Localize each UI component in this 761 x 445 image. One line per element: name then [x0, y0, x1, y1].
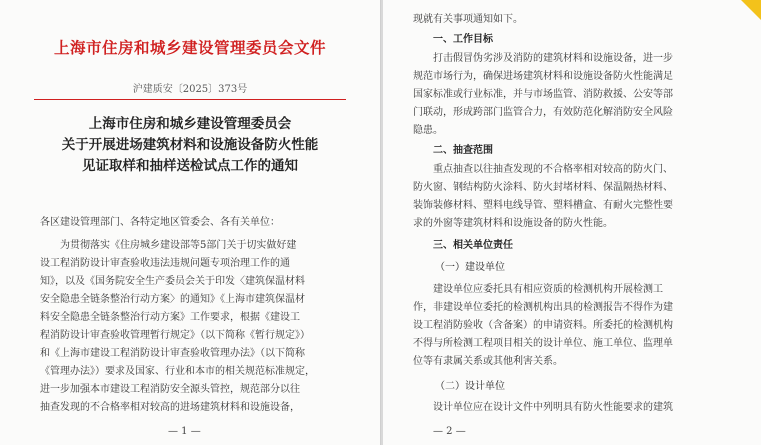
- body-line: 国家标准或行业标准，并与市场监管、消防救援、公安等部: [413, 89, 673, 100]
- body-line: 不得与所检测工程项目相关的设计单位、施工单位、监理单: [413, 338, 673, 349]
- body-line: 门联动，形成跨部门监管合力，有效防范化解消防安全风险: [413, 107, 673, 118]
- body-line: 和《上海市建设工程消防设计审查验收管理办法》（以下简称: [40, 348, 305, 359]
- body-line: 设工程消防设计审查验收违法违规问题专项治理工作的通: [40, 258, 290, 269]
- document-masthead: 上海市住房和城乡建设管理委员会文件: [53, 38, 326, 57]
- body-line: 为贯彻落实《住房城乡建设部等5部门关于切实做好建: [60, 240, 297, 251]
- body-line: 设计单位应在设计文件中列明具有防火性能要求的建筑: [433, 402, 673, 413]
- title-line-3: 见证取样和抽样送检试点工作的通知: [82, 158, 298, 174]
- section-heading-goals: 一、工作目标: [433, 34, 493, 45]
- title-line-1: 上海市住房和城乡建设管理委员会: [88, 116, 292, 132]
- subsection-label-owner: （一）建设单位: [435, 262, 505, 273]
- document-number: 沪建质安〔2025〕373号: [132, 84, 248, 95]
- body-line: 抽查发现的不合格率相对较高的进场建筑材料和设施设备，: [40, 402, 300, 413]
- body-line: 防火窗、钢结构防火涂料、防火封堵材料、保温隔热材料、: [413, 182, 673, 193]
- body-line: 程消防设计审查验收管理暂行规定》（以下简称《暂行规定》）: [40, 330, 310, 341]
- body-line: 作，非建设单位委托的检测机构出具的检测报告不得作为建: [413, 302, 673, 313]
- body-line: 规范市场行为，确保进场建筑材料和设施设备防火性能满足: [413, 71, 673, 82]
- body-line: 进一步加强本市建设工程消防安全源头管控，规范部分以往: [40, 384, 300, 395]
- document-title: [0, 114, 380, 177]
- section-heading-responsibilities: 三、相关单位责任: [433, 240, 513, 251]
- title-line-2: 关于开展进场建筑材料和设施设备防火性能: [61, 137, 319, 153]
- addressee: 各区建设管理部门、各特定地区管委会、各有关单位：: [40, 217, 280, 228]
- page-number: — 2 —: [433, 426, 466, 437]
- body-line: 《管理办法》）要求及国家、行业和本市的相关规范标准规定，: [40, 366, 315, 377]
- body-line: 安全隐患全链条整治行动方案〉的通知》《上海市建筑保温材: [40, 294, 305, 305]
- body-line: 装饰装修材料、塑料电线导管、塑料槽盒、有耐火完整性要: [413, 200, 673, 211]
- body-line: 求的外窗等建筑材料和设施设备的防火性能。: [413, 218, 613, 229]
- body-line: 隐患。: [413, 125, 443, 136]
- body-line: 设工程消防验收（含备案）的申请资料。所委托的检测机构: [413, 320, 673, 331]
- masthead-divider: [34, 99, 346, 100]
- intro-line: 现就有关事项通知如下。: [413, 14, 523, 25]
- body-line: 打击假冒伪劣涉及消防的建筑材料和设施设备，进一步: [433, 53, 673, 64]
- corner-fold-icon: [737, 0, 761, 24]
- page-number: — 1 —: [168, 426, 201, 437]
- body-line: 知》，以及《国务院安全生产委员会关于印发〈建筑保温材料: [40, 276, 305, 287]
- subsection-label-designer: （二）设计单位: [435, 381, 505, 392]
- body-line: 重点抽查以往抽查发现的不合格率相对较高的防火门、: [433, 164, 673, 175]
- section-heading-scope: 二、抽查范围: [433, 145, 493, 156]
- body-line: 位等有隶属关系或其他利害关系。: [413, 356, 563, 367]
- document-page-2: [383, 0, 761, 445]
- body-line: 建设单位应委托具有相应资质的检测机构开展检测工: [433, 284, 663, 295]
- body-line: 料安全隐患全链条整治行动方案》工作要求，根据《建设工: [40, 312, 300, 323]
